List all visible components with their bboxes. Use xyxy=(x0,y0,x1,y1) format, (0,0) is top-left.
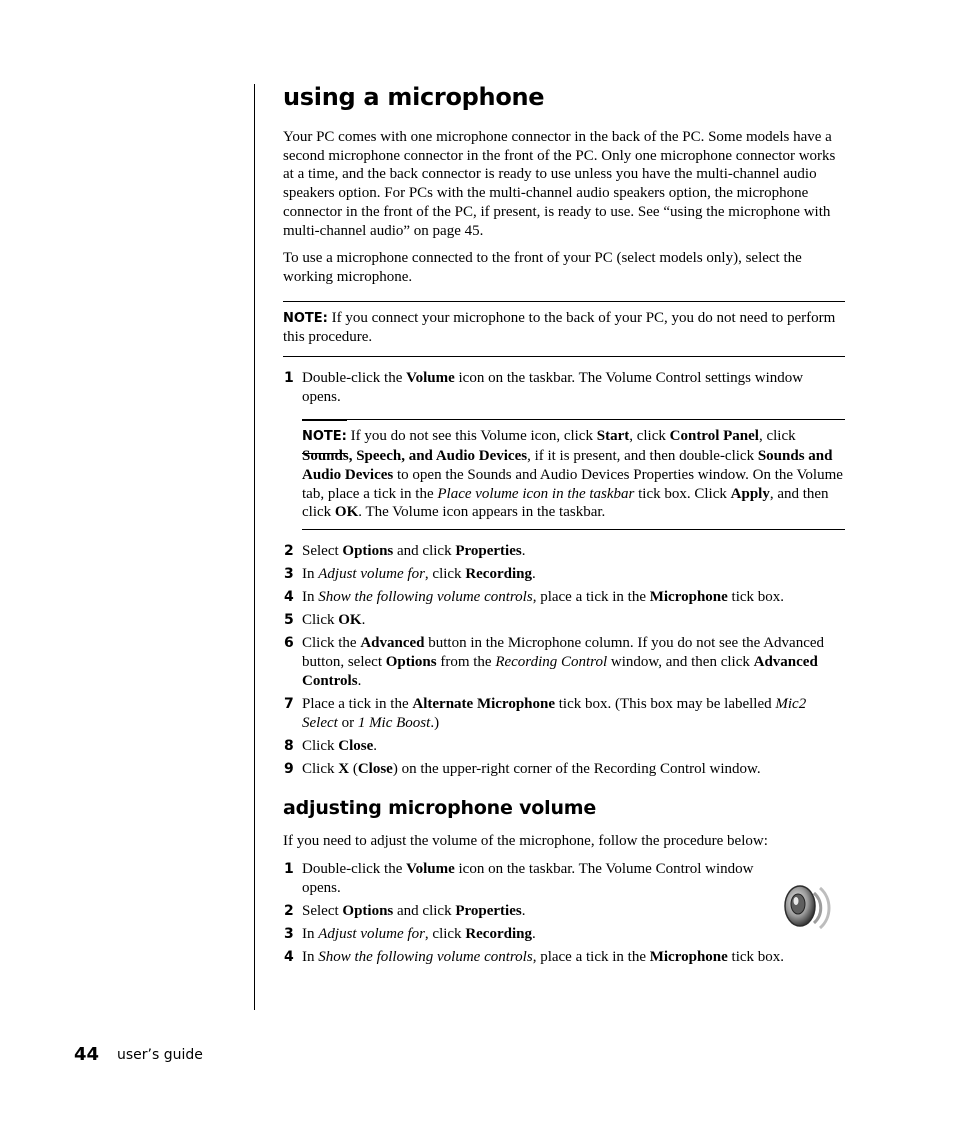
step-9 xyxy=(283,760,845,779)
adjust-step-2 xyxy=(283,902,845,921)
step-bold: Recording xyxy=(465,926,532,943)
note-italic: Place volume icon in the taskbar xyxy=(437,485,635,502)
note-bold: Apply xyxy=(730,485,770,502)
step-bold: Advanced xyxy=(360,635,425,652)
step-5 xyxy=(283,611,845,630)
step-text: , click xyxy=(424,566,466,583)
adjust-step-4 xyxy=(283,948,845,967)
step-text: Click xyxy=(302,760,339,777)
note-back-connector xyxy=(283,301,845,357)
speaker-volume-icon xyxy=(780,882,832,934)
step-text: and click xyxy=(393,902,456,919)
step-text: from the xyxy=(436,654,496,671)
step-italic: Recording Control xyxy=(495,654,608,671)
step-number: 9 xyxy=(284,760,294,777)
step-italic: Show the following volume controls xyxy=(318,589,533,606)
note-text: , if it is present, and then double-click xyxy=(527,448,758,465)
step-text: button in the Microphone column. If you do not see the Advanced button, select xyxy=(302,635,825,671)
step-bold: Properties xyxy=(455,542,522,559)
step-text: Click xyxy=(302,612,339,629)
step-bold: Options xyxy=(385,654,437,671)
note-label: NOTE: xyxy=(283,310,328,326)
step-text: icon on the taskbar. The Volume Control window opens. xyxy=(302,861,754,896)
step-bold: Volume xyxy=(406,861,455,878)
step-text: tick box. xyxy=(727,949,785,966)
step-bold: Microphone xyxy=(649,589,728,606)
step-text: .) xyxy=(430,714,440,731)
step-text: tick box. xyxy=(727,589,785,606)
step-text: . xyxy=(521,902,526,919)
step-number: 5 xyxy=(284,612,294,629)
margin-rule xyxy=(254,84,255,1010)
note-text: , click xyxy=(629,428,670,445)
step-number: 7 xyxy=(284,695,294,712)
step-text: Click xyxy=(302,737,339,754)
note-bold: Sounds and Audio Devices xyxy=(302,448,833,483)
step-bold: Options xyxy=(342,902,394,919)
step-bold: Properties xyxy=(455,902,522,919)
adjust-step-1 xyxy=(283,860,772,897)
step-number: 2 xyxy=(284,542,294,559)
note-bold: OK xyxy=(334,504,359,521)
step-italic: Show the following volume controls xyxy=(318,949,533,966)
step-bold: Microphone xyxy=(649,949,728,966)
step-3 xyxy=(283,565,845,584)
step-italic: Adjust volume for xyxy=(318,566,425,583)
step-text: ( xyxy=(349,760,358,777)
step-italic: 1 Mic Boost xyxy=(357,714,431,731)
step-text: Double-click the xyxy=(302,370,407,387)
step-text: , place a tick in the xyxy=(532,949,650,966)
step-text: , click xyxy=(424,926,466,943)
step-number: 3 xyxy=(284,566,294,583)
note-label: NOTE: xyxy=(302,429,347,445)
note-text: . The Volume icon appears in the taskbar. xyxy=(358,504,606,521)
note-text: , click xyxy=(758,428,796,445)
adjust-step-3 xyxy=(283,925,845,944)
step-text: . xyxy=(521,542,526,559)
step-bold: Close xyxy=(357,760,393,777)
step-text: . xyxy=(357,672,362,689)
step-bold: Options xyxy=(342,542,394,559)
step-4 xyxy=(283,588,845,607)
note-text: If you do not see this Volume icon, click xyxy=(346,428,597,445)
step-text: Click the xyxy=(302,635,361,652)
step-2 xyxy=(283,542,845,561)
note-bold: Control Panel xyxy=(669,428,759,445)
step-1 xyxy=(283,369,845,406)
note-bold: Start xyxy=(596,428,630,445)
note-text: to open the Sounds and Audio Devices Properties window. On the Volume tab, place a tick in the xyxy=(302,466,843,502)
step-bold: Advanced Controls xyxy=(302,654,818,689)
step-bold: Volume xyxy=(406,370,455,387)
step-italic: Mic2 Select xyxy=(302,695,807,731)
step-italic: Adjust volume for xyxy=(318,926,425,943)
section-intro: If you need to adjust the volume of the microphone, follow the procedure below: xyxy=(283,833,768,850)
step-8 xyxy=(283,737,845,756)
step-text: ) on the upper-right corner of the Recording Control window. xyxy=(392,760,761,777)
intro-paragraph-2: To use a microphone connected to the front of your PC (select models only), select the working microphone. xyxy=(283,250,802,285)
step-text: . xyxy=(373,737,377,754)
note-text: , and then click xyxy=(302,485,829,521)
step-text: . xyxy=(361,612,366,629)
step-number: 3 xyxy=(284,926,294,943)
page-number: 44 xyxy=(74,1044,100,1065)
page-title: using a microphone xyxy=(283,83,545,111)
step-text: Select xyxy=(302,542,343,559)
step-number: 4 xyxy=(284,949,294,966)
step-number: 6 xyxy=(284,635,294,652)
note-text: tick box. Click xyxy=(634,485,731,502)
step-text: , place a tick in the xyxy=(532,589,650,606)
note-volume-icon xyxy=(302,419,845,530)
step-text: window, and then click xyxy=(607,654,754,671)
step-text: In xyxy=(302,589,319,606)
step-number: 1 xyxy=(284,861,294,878)
step-text: icon on the taskbar. The Volume Control settings window opens. xyxy=(302,370,804,405)
step-text: Select xyxy=(302,902,343,919)
footer-label: user’s guide xyxy=(117,1047,203,1063)
step-text: tick box. (This box may be labelled xyxy=(555,695,776,712)
step-text: . xyxy=(531,566,536,583)
step-text: and click xyxy=(393,542,456,559)
step-number: 2 xyxy=(284,902,294,919)
step-6 xyxy=(283,634,845,690)
step-bold: Close xyxy=(338,737,374,754)
step-number: 1 xyxy=(284,370,294,387)
step-number: 8 xyxy=(284,737,294,754)
step-text: In xyxy=(302,566,319,583)
intro-paragraph-1: Your PC comes with one microphone connector in the back of the PC. Some models have a second microphone connector in the front of the PC. Only one microphone connector works at a time, and the back connector is ready to use unless you have the multi-channel audio speakers option. For PCs with the multi-channel audio speakers option, the microphone connector in the front of the PC, if present, is ready to use. See “using the microphone with multi-channel audio” on page 45. xyxy=(283,129,836,239)
page-content xyxy=(283,80,845,971)
step-number: 4 xyxy=(284,589,294,606)
note-bold: Sounds, Speech, and Audio Devices xyxy=(302,448,528,465)
step-bold: Recording xyxy=(465,566,532,583)
step-text: . xyxy=(531,926,536,943)
section-title: adjusting microphone volume xyxy=(283,797,597,820)
step-bold: OK xyxy=(338,612,362,629)
step-text: or xyxy=(337,714,358,731)
note-text: If you connect your microphone to the back of your PC, you do not need to perform this procedure. xyxy=(283,309,836,346)
step-text: In xyxy=(302,949,319,966)
step-text: Double-click the xyxy=(302,861,407,878)
step-bold: X xyxy=(338,760,350,777)
step-bold: Alternate Microphone xyxy=(412,695,556,712)
step-text: In xyxy=(302,926,319,943)
step-text: Place a tick in the xyxy=(302,695,413,712)
step-7 xyxy=(283,695,845,732)
